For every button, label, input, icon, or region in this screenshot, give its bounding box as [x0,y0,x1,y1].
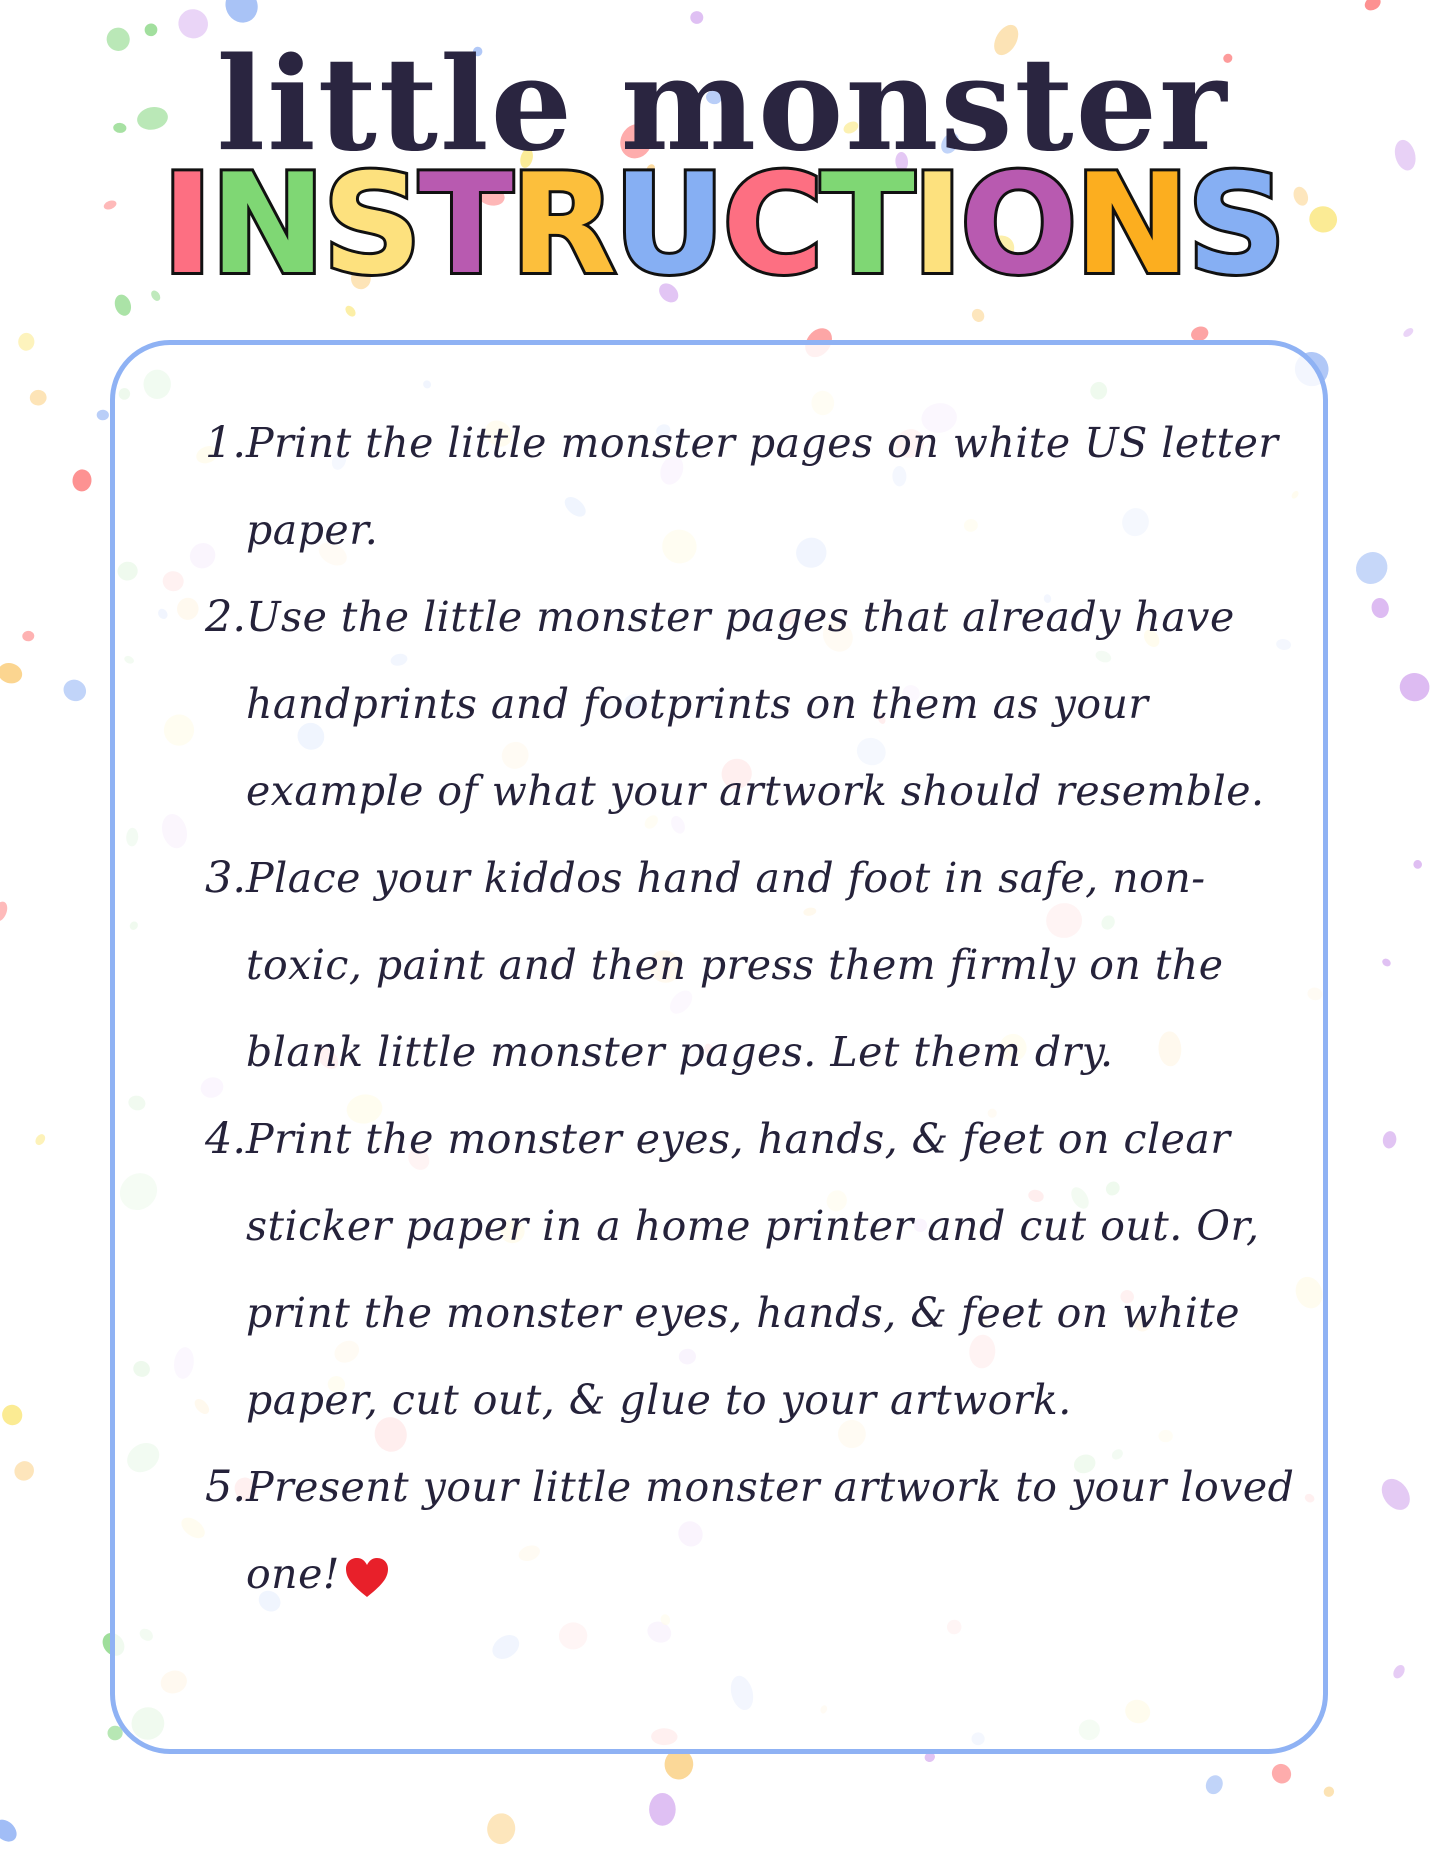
confetti-dot [60,676,90,706]
confetti-dot [1398,671,1431,703]
confetti-dot [1362,0,1383,13]
confetti-dot [1203,1773,1226,1797]
confetti-dot [97,409,110,420]
title-letter: N [210,144,323,305]
confetti-dot [0,1401,26,1429]
title-letter: U [613,144,723,305]
instruction-step-5 [200,1444,1310,1618]
title-letter: I [161,144,210,305]
title-letter: T [820,144,912,305]
confetti-dot [485,1812,517,1846]
title-letter: S [1186,144,1284,305]
step-number: 3. [204,853,246,903]
confetti-dot [220,0,264,28]
step-number: 4. [204,1114,246,1164]
instructions-list [200,400,1310,1618]
confetti-dot [22,630,35,641]
confetti-dot [29,389,48,407]
step-text: Place your kiddos hand and foot in safe, non-toxic, paint and then press them firmly on the blank little monster pages. Let them dry. [246,854,1224,1076]
instruction-step-1 [200,400,1310,574]
instructions-card [110,340,1328,1754]
confetti-dot [1402,326,1415,339]
title-letter: T [418,144,511,305]
title-letter: C [722,144,821,305]
confetti-dot [0,660,25,686]
confetti-dot [1322,1784,1337,1799]
step-number: 1. [204,418,246,468]
confetti-dot [343,304,357,319]
step-number: 5. [204,1462,246,1512]
confetti-dot [1412,859,1423,870]
instruction-step-3 [200,835,1310,1096]
confetti-dot [1268,1760,1295,1787]
confetti-dot [1376,1473,1416,1515]
confetti-dot [969,306,986,324]
confetti-dot [1350,546,1394,591]
confetti-dot [0,1815,21,1846]
confetti-dot [1370,596,1391,619]
confetti-dot [1391,1663,1407,1680]
confetti-dot [1381,1130,1397,1149]
title-instructions [0,144,1445,305]
title-letter: S [322,144,419,305]
step-text: Present your little monster artwork to your loved one! [246,1463,1295,1598]
confetti-dot [649,1793,676,1826]
step-text: Use the little monster pages that already have handprints and footprints on them as your example of what your artwork should resemble. [246,593,1265,815]
title-little-monster: little monster [216,30,1229,180]
confetti-dot [18,332,35,351]
step-text: Print the little monster pages on white US letter paper. [246,419,1279,554]
title-letter: I [911,144,961,305]
step-text-wrap [246,1444,1310,1618]
step-text: Print the monster eyes, hands, & feet on clear sticker paper in a home printer and cut out. Or, print the monster eyes, hands, & feet on white paper, cut out, & glue to your artwork. [246,1115,1260,1424]
confetti-dot [689,9,705,25]
confetti-dot [1381,957,1392,968]
heart-icon [344,1557,390,1599]
step-number: 2. [204,592,246,642]
instruction-step-2 [200,574,1310,835]
confetti-dot [72,469,93,493]
confetti-dot [10,1457,38,1485]
confetti-dot [0,899,10,923]
title-letter: O [960,144,1075,305]
confetti-dot [33,1132,47,1147]
instruction-step-4 [200,1096,1310,1444]
title-letter: R [510,144,614,305]
title-letter: N [1074,144,1187,305]
